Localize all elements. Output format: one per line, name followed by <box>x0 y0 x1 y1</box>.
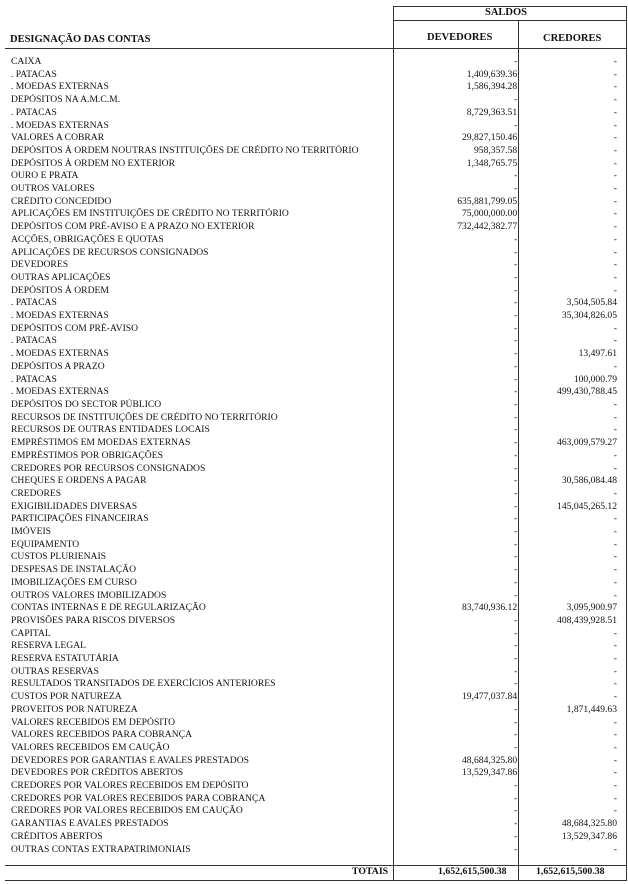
totals-credit: 1,652,615,500.38 <box>536 866 605 877</box>
table-row <box>0 501 628 514</box>
account-label: EMPRÉSTIMOS EM MOEDAS EXTERNAS <box>11 437 191 449</box>
credit-value: - <box>613 132 617 144</box>
credit-value: - <box>613 208 617 220</box>
table-row <box>0 107 628 120</box>
debit-value: - <box>513 843 518 855</box>
account-label: RESULTADOS TRANSITADOS DE EXERCÍCIOS ANTERIORES <box>11 678 276 690</box>
credit-value: - <box>613 792 617 804</box>
account-label: DEPÓSITOS À ORDEM NO EXTERIOR <box>11 157 175 169</box>
table-row <box>0 475 628 488</box>
debit-value: - <box>513 780 518 792</box>
debit-value: - <box>513 538 518 550</box>
credit-value: 408,439,928.51 <box>557 614 617 626</box>
credit-value: 1,871,449.63 <box>566 703 617 715</box>
debit-value: - <box>513 411 518 423</box>
table-row <box>0 615 628 628</box>
debit-value: 8,729,363.51 <box>466 106 518 118</box>
credit-value: - <box>613 259 617 271</box>
debit-value: - <box>513 322 518 334</box>
account-label: . MOEDAS EXTERNAS <box>11 348 109 360</box>
debit-value: - <box>513 398 518 410</box>
account-label: OUTROS VALORES IMOBILIZADOS <box>11 589 167 601</box>
debit-value: - <box>513 424 518 436</box>
debit-value: - <box>513 551 518 563</box>
credit-value: - <box>613 843 617 855</box>
debit-value: - <box>513 792 518 804</box>
table-row <box>0 221 628 234</box>
credit-value: - <box>613 487 617 499</box>
credit-value: - <box>613 322 617 334</box>
table-row <box>0 285 628 298</box>
credit-value: - <box>613 157 617 169</box>
credit-value: - <box>613 411 617 423</box>
debit-value: 83,740,936.12 <box>461 602 518 614</box>
table-row <box>0 81 628 94</box>
account-label: DEPÓSITOS COM PRÉ-AVISO E A PRAZO NO EXTERIOR <box>11 221 255 233</box>
debit-value: 958,357.58 <box>473 144 518 156</box>
table-row <box>0 590 628 603</box>
table-row <box>0 424 628 437</box>
table-row <box>0 196 628 209</box>
account-label: DEPÓSITOS COM PRÉ-AVISO <box>11 322 139 334</box>
account-label: APLICAÇÕES EM INSTITUIÇÕES DE CRÉDITO NO TERRITÓRIO <box>11 208 289 220</box>
bottom-rule <box>5 880 627 881</box>
header-bottom-rule <box>5 48 627 49</box>
saldos-header: SALDOS <box>485 7 528 18</box>
debit-value: - <box>513 348 518 360</box>
debit-value: 635,881,799.05 <box>457 195 518 207</box>
credit-value: - <box>613 513 617 525</box>
credit-value: 3,095,900.97 <box>566 602 617 614</box>
account-label: . MOEDAS EXTERNAS <box>11 310 109 322</box>
table-row <box>0 488 628 501</box>
credit-value: - <box>613 627 617 639</box>
account-label: DEPÓSITOS DO SECTOR PÚBLICO <box>11 398 162 410</box>
totals-label: TOTAIS <box>352 866 389 877</box>
account-label: DEPÓSITOS À ORDEM NOUTRAS INSTITUIÇÕES DE CRÉDITO NO TERRITÓRIO <box>11 144 359 156</box>
debit-value: - <box>513 170 518 182</box>
table-row <box>0 335 628 348</box>
account-label: IMÓVEIS <box>11 526 51 538</box>
credit-value: - <box>613 94 617 106</box>
table-row <box>0 120 628 133</box>
credit-value: - <box>613 716 617 728</box>
debit-value: - <box>513 589 518 601</box>
credit-value: - <box>613 526 617 538</box>
table-row <box>0 678 628 691</box>
account-label: ACÇÕES, OBRIGAÇÕES E QUOTAS <box>11 233 164 245</box>
debit-value: 1,409,639.36 <box>466 68 518 80</box>
debit-value: - <box>513 487 518 499</box>
debit-value: - <box>513 386 518 398</box>
table-row <box>0 310 628 323</box>
credit-value: 13,529,347.86 <box>561 830 617 842</box>
debit-value: - <box>513 678 518 690</box>
debit-value: 75,000,000.00 <box>461 208 518 220</box>
devedores-header: DEVEDORES <box>427 32 493 43</box>
debit-value: - <box>513 56 518 67</box>
debit-value: - <box>513 119 518 131</box>
credit-value: - <box>613 81 617 93</box>
table-row <box>0 780 628 793</box>
table-row <box>0 526 628 539</box>
table-row <box>0 818 628 831</box>
account-label: CREDORES <box>11 487 62 499</box>
account-label: CONTAS INTERNAS E DE REGULARIZAÇÃO <box>11 602 206 614</box>
table-row <box>0 805 628 818</box>
credit-value: - <box>613 589 617 601</box>
account-label: EQUIPAMENTO <box>11 538 80 550</box>
account-label: RECURSOS DE INSTITUIÇÕES DE CRÉDITO NO TERRITÓRIO <box>11 411 278 423</box>
credit-value: 499,430,788.45 <box>557 386 617 398</box>
credit-value: - <box>613 449 617 461</box>
credit-value: - <box>613 564 617 576</box>
credit-value: - <box>613 56 617 67</box>
account-label: DEPÓSITOS NA A.M.C.M. <box>11 94 121 106</box>
credit-value: 3,504,505.84 <box>566 297 617 309</box>
debit-value: - <box>513 462 518 474</box>
saldos-rule <box>393 20 627 21</box>
table-row <box>0 463 628 476</box>
account-label: CREDORES POR VALORES RECEBIDOS EM DEPÓSITO <box>11 780 249 792</box>
account-label: EMPRÉSTIMOS POR OBRIGAÇÕES <box>11 449 163 461</box>
debit-value: - <box>513 513 518 525</box>
table-row <box>0 564 628 577</box>
table-row <box>0 539 628 552</box>
account-label: OUTRAS RESERVAS <box>11 665 99 677</box>
account-label: VALORES RECEBIDOS EM DEPÓSITO <box>11 716 176 728</box>
account-label: . PATACAS <box>11 335 57 347</box>
debit-value: - <box>513 259 518 271</box>
table-row <box>0 374 628 387</box>
credit-value: 463,009,579.27 <box>557 437 617 449</box>
account-label: IMOBILIZAÇÕES EM CURSO <box>11 576 137 588</box>
table-row <box>0 132 628 145</box>
account-label: . MOEDAS EXTERNAS <box>11 119 109 131</box>
credit-value: - <box>613 551 617 563</box>
account-label: CREDORES POR RECURSOS CONSIGNADOS <box>11 462 206 474</box>
table-row <box>0 208 628 221</box>
table-row <box>0 272 628 285</box>
table-row <box>0 145 628 158</box>
account-label: CUSTOS POR NATUREZA <box>11 691 122 703</box>
account-label: PROVEITOS POR NATUREZA <box>11 703 138 715</box>
credit-value: - <box>613 653 617 665</box>
debit-value: - <box>513 830 518 842</box>
table-row <box>0 94 628 107</box>
account-label: DEPÓSITOS A PRAZO <box>11 360 105 372</box>
account-label: VALORES RECEBIDOS EM CAUÇÃO <box>11 741 170 753</box>
table-row <box>0 437 628 450</box>
account-label: RESERVA LEGAL <box>11 640 87 652</box>
table-row <box>0 361 628 374</box>
table-row <box>0 691 628 704</box>
debit-value: - <box>513 716 518 728</box>
credit-value: 48,684,325.80 <box>561 818 617 830</box>
debit-value: - <box>513 297 518 309</box>
credit-value: - <box>613 284 617 296</box>
table-row <box>0 348 628 361</box>
account-label: CRÉDITOS ABERTOS <box>11 830 103 842</box>
account-label: . MOEDAS EXTERNAS <box>11 386 109 398</box>
table-row <box>0 793 628 806</box>
debit-value: - <box>513 627 518 639</box>
table-row <box>0 323 628 336</box>
account-label: CAPITAL <box>11 627 51 639</box>
debit-value: - <box>513 564 518 576</box>
account-label: OUTROS VALORES <box>11 183 95 195</box>
table-row <box>0 755 628 768</box>
debit-value: - <box>513 449 518 461</box>
table-row <box>0 602 628 615</box>
account-label: . PATACAS <box>11 297 57 309</box>
table-row <box>0 183 628 196</box>
account-label: CAIXA <box>11 56 42 67</box>
table-row <box>0 551 628 564</box>
table-row <box>0 742 628 755</box>
credit-value: - <box>613 271 617 283</box>
table-row <box>0 259 628 272</box>
account-label: EXIGIBILIDADES DIVERSAS <box>11 500 138 512</box>
account-label: RESERVA ESTATUTÁRIA <box>11 653 119 665</box>
table-row <box>0 234 628 247</box>
credit-value: 13,497.61 <box>578 348 617 360</box>
account-label: DEVEDORES POR GARANTIAS E AVALES PRESTADOS <box>11 754 249 766</box>
account-label: . PATACAS <box>11 68 57 80</box>
debit-value: - <box>513 94 518 106</box>
credit-value: - <box>613 144 617 156</box>
credit-value: 145,045,265.12 <box>557 500 617 512</box>
account-label: OUTRAS APLICAÇÕES <box>11 271 111 283</box>
account-label: CHEQUES E ORDENS A PAGAR <box>11 475 147 487</box>
account-label: VALORES A COBRAR <box>11 132 105 144</box>
account-label: DEPÓSITOS À ORDEM <box>11 284 109 296</box>
account-label: VALORES RECEBIDOS PARA COBRANÇA <box>11 729 192 741</box>
table-row <box>0 844 628 857</box>
account-label: . PATACAS <box>11 373 57 385</box>
account-label: . PATACAS <box>11 106 57 118</box>
account-label: CRÉDITO CONCEDIDO <box>11 195 112 207</box>
account-label: CREDORES POR VALORES RECEBIDOS PARA COBRANÇA <box>11 792 266 804</box>
table-row <box>0 640 628 653</box>
debit-value: - <box>513 500 518 512</box>
account-label: OUTRAS CONTAS EXTRAPATRIMONIAIS <box>11 843 191 855</box>
credit-value: - <box>613 576 617 588</box>
table-row <box>0 247 628 260</box>
account-label: PARTICIPAÇÕES FINANCEIRAS <box>11 513 149 525</box>
table-row <box>0 450 628 463</box>
table-row <box>0 704 628 717</box>
credit-value: - <box>613 729 617 741</box>
debit-value: - <box>513 233 518 245</box>
debit-value: 19,477,037.84 <box>461 691 518 703</box>
debit-value: - <box>513 741 518 753</box>
table-row <box>0 717 628 730</box>
debit-value: - <box>513 576 518 588</box>
table-row <box>0 831 628 844</box>
debit-value: 13,529,347.86 <box>461 767 518 779</box>
table-row <box>0 577 628 590</box>
account-label: CREDORES POR VALORES RECEBIDOS EM CAUÇÃO <box>11 805 243 817</box>
table-row <box>0 297 628 310</box>
account-label: PROVISÕES PARA RISCOS DIVERSOS <box>11 614 176 626</box>
debit-value: 48,684,325.80 <box>461 754 518 766</box>
debit-value: - <box>513 703 518 715</box>
totals-top-rule <box>5 865 627 866</box>
table-row <box>0 513 628 526</box>
debit-value: - <box>513 360 518 372</box>
debit-value: - <box>513 665 518 677</box>
totals-debit: 1,652,615,500.38 <box>438 866 507 877</box>
debit-value: - <box>513 475 518 487</box>
credit-value: - <box>613 246 617 258</box>
debit-value: 1,586,394.28 <box>466 81 518 93</box>
credit-value: - <box>613 170 617 182</box>
debit-value: - <box>513 818 518 830</box>
designacao-header: DESIGNAÇÃO DAS CONTAS <box>10 34 151 45</box>
credit-value: - <box>613 678 617 690</box>
credit-value: - <box>613 805 617 817</box>
debit-value: - <box>513 526 518 538</box>
account-label: RECURSOS DE OUTRAS ENTIDADES LOCAIS <box>11 424 210 436</box>
credit-value: - <box>613 538 617 550</box>
account-label: DEVEDORES POR CRÉDITOS ABERTOS <box>11 767 184 779</box>
account-label: DESPESAS DE INSTALAÇÃO <box>11 564 137 576</box>
credit-value: - <box>613 780 617 792</box>
account-label: GARANTIAS E AVALES PRESTADOS <box>11 818 169 830</box>
debit-value: - <box>513 284 518 296</box>
table-row <box>0 386 628 399</box>
credit-value: 30,586,084.48 <box>561 475 617 487</box>
debit-value: 1,348,765.75 <box>466 157 518 169</box>
table-row <box>0 767 628 780</box>
debit-value: 29,827,150.46 <box>461 132 518 144</box>
table-row <box>0 666 628 679</box>
credit-value: - <box>613 68 617 80</box>
credit-value: - <box>613 754 617 766</box>
credit-value: - <box>613 767 617 779</box>
credit-value: - <box>613 183 617 195</box>
credit-value: - <box>613 360 617 372</box>
debit-value: - <box>513 183 518 195</box>
debit-value: - <box>513 729 518 741</box>
debit-value: - <box>513 614 518 626</box>
table-row <box>0 399 628 412</box>
credit-value: - <box>613 233 617 245</box>
debit-value: - <box>513 246 518 258</box>
debit-value: - <box>513 310 518 322</box>
account-label: OURO E PRATA <box>11 170 79 182</box>
account-label: CUSTOS PLURIENAIS <box>11 551 106 563</box>
credit-value: - <box>613 195 617 207</box>
credit-value: - <box>613 741 617 753</box>
credit-value: - <box>613 335 617 347</box>
table-row <box>0 653 628 666</box>
credit-value: - <box>613 119 617 131</box>
debit-value: - <box>513 373 518 385</box>
table-row <box>0 729 628 742</box>
table-row <box>0 628 628 641</box>
credit-value: - <box>613 424 617 436</box>
table-row <box>0 69 628 82</box>
debit-value: - <box>513 653 518 665</box>
credit-value: 100,000.79 <box>573 373 617 385</box>
credit-value: - <box>613 221 617 233</box>
credit-value: 35,304,826.05 <box>561 310 617 322</box>
credit-value: - <box>613 640 617 652</box>
debit-value: - <box>513 437 518 449</box>
credit-value: - <box>613 398 617 410</box>
table-row <box>0 56 628 69</box>
credores-header: CREDORES <box>543 33 602 44</box>
debit-value: - <box>513 640 518 652</box>
account-label: APLICAÇÕES DE RECURSOS CONSIGNADOS <box>11 246 209 258</box>
accounts-table <box>0 56 628 856</box>
credit-value: - <box>613 462 617 474</box>
debit-value: - <box>513 335 518 347</box>
account-label: DEVEDORES <box>11 259 69 271</box>
credit-value: - <box>613 691 617 703</box>
account-label: . MOEDAS EXTERNAS <box>11 81 109 93</box>
debit-value: - <box>513 805 518 817</box>
debit-value: 732,442,382.77 <box>457 221 518 233</box>
table-row <box>0 158 628 171</box>
debit-value: - <box>513 271 518 283</box>
credit-value: - <box>613 106 617 118</box>
credit-value: - <box>613 665 617 677</box>
table-row <box>0 170 628 183</box>
table-row <box>0 412 628 425</box>
